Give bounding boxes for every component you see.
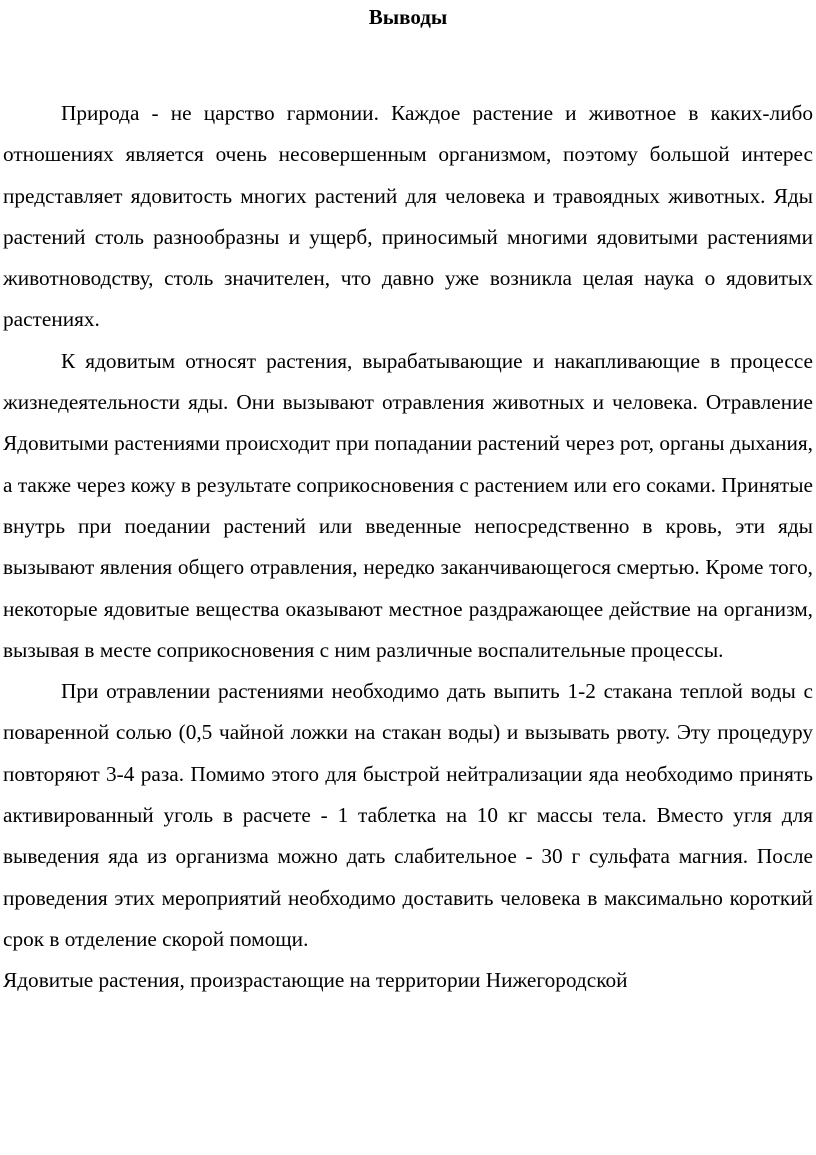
paragraph-poisonous-plants: К ядовитым относят растения, вырабатывающие и накапливающие в процессе жизнедеятельности яды. Они вызывают отравления животных и человека. Отравление Ядовитыми растениями происходит при попадании растений через рот, органы дыхания, а также через кожу в результате соприкосновения с растением или его соками. Принятые внутрь при поедании растений или введенные непосредственно в кровь, эти яды вызывают явления общего отравления, нередко заканчивающегося смертью. Кроме того, некоторые ядовитые вещества оказывают местное раздражающее действие на организм, вызывая в месте соприкосновения с ним различные воспалительные процессы. [3, 348, 813, 662]
paragraph-first-aid: При отравлении растениями необходимо дать выпить 1-2 стакана теплой воды с поваренной солью (0,5 чайной ложки на стакан воды) и вызывать рвоту. Эту процедуру повторяют 3-4 раза. Помимо этого для быстрой нейтрализации яда необходимо принять активированный уголь в расчете - 1 таблетка на 10 кг массы тела. Вместо угля для выведения яда из организма можно дать слабительное - 30 г сульфата магния. После проведения этих мероприятий необходимо доставить человека в максимально короткий срок в отделение скорой помощи. [3, 679, 813, 951]
document-body [3, 93, 813, 1002]
page-title: Выводы [368, 5, 448, 29]
section-heading-line: Ядовитые растения, произрастающие на территории Нижегородской [3, 968, 628, 993]
paragraph-nature: Природа - не царство гармонии. Каждое растение и животное в каких-либо отношениях является очень несовершенным организмом, поэтому большой интерес представляет ядовитость многих растений для человека и травоядных животных. Яды растений столь разнообразны и ущерб, приносимый многими ядовитыми растениями животноводству, столь значителен, что давно уже возникла целая наука о ядовитых растениях. [3, 101, 813, 332]
